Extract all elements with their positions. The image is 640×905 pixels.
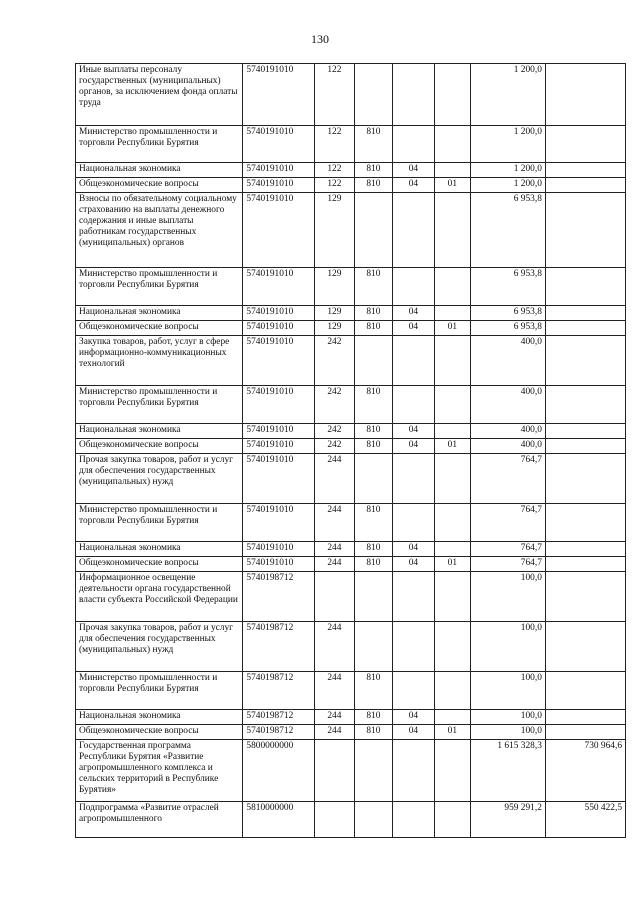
amount-year1-cell: 100,0 — [471, 622, 546, 672]
row-name-cell: Общеэкономические вопросы — [76, 321, 243, 336]
table-row — [76, 725, 626, 740]
table-row — [76, 306, 626, 321]
budget-table — [75, 63, 626, 838]
amount-year2-cell — [545, 193, 625, 268]
budget-manager-cell — [354, 572, 392, 622]
amount-year1-cell: 400,0 — [471, 439, 546, 454]
expense-type-cell: 122 — [315, 178, 355, 193]
target-article-cell: 5740191010 — [243, 126, 315, 163]
row-name-cell: Прочая закупка товаров, работ и услуг для обеспечения государственных (муниципальных) нужд — [76, 622, 243, 672]
section-cell: 04 — [393, 321, 435, 336]
amount-year2-cell — [545, 386, 625, 424]
page-number: 130 — [311, 32, 329, 46]
amount-year2-cell — [545, 163, 625, 178]
amount-year2-cell — [545, 454, 625, 504]
row-name-cell: Подпрограмма «Развитие отраслей агропромышленного — [76, 802, 243, 838]
table-row — [76, 672, 626, 710]
expense-type-cell: 122 — [315, 163, 355, 178]
row-name-cell: Национальная экономика — [76, 306, 243, 321]
budget-manager-cell: 810 — [354, 557, 392, 572]
table-row — [76, 454, 626, 504]
target-article-cell: 5740198712 — [243, 622, 315, 672]
amount-year1-cell: 764,7 — [471, 454, 546, 504]
section-cell: 04 — [393, 710, 435, 725]
section-cell: 04 — [393, 725, 435, 740]
budget-manager-cell: 810 — [354, 321, 392, 336]
table-row — [76, 802, 626, 838]
subsection-cell — [434, 336, 470, 386]
table-row — [76, 424, 626, 439]
amount-year1-cell: 6 953,8 — [471, 193, 546, 268]
subsection-cell: 01 — [434, 439, 470, 454]
row-name-cell: Национальная экономика — [76, 163, 243, 178]
target-article-cell: 5810000000 — [243, 802, 315, 838]
table-row — [76, 439, 626, 454]
amount-year1-cell: 959 291,2 — [471, 802, 546, 838]
subsection-cell — [434, 386, 470, 424]
expense-type-cell: 129 — [315, 321, 355, 336]
amount-year1-cell: 1 200,0 — [471, 64, 546, 126]
budget-manager-cell — [354, 740, 392, 802]
amount-year2-cell — [545, 424, 625, 439]
table-row — [76, 622, 626, 672]
amount-year1-cell: 764,7 — [471, 557, 546, 572]
amount-year2-cell: 730 964,6 — [545, 740, 625, 802]
amount-year1-cell: 6 953,8 — [471, 321, 546, 336]
section-cell — [393, 126, 435, 163]
amount-year2-cell — [545, 336, 625, 386]
section-cell — [393, 802, 435, 838]
budget-manager-cell — [354, 454, 392, 504]
budget-manager-cell — [354, 802, 392, 838]
amount-year1-cell: 1 200,0 — [471, 163, 546, 178]
expense-type-cell: 244 — [315, 504, 355, 542]
amount-year1-cell: 100,0 — [471, 725, 546, 740]
table-row — [76, 336, 626, 386]
subsection-cell: 01 — [434, 725, 470, 740]
amount-year2-cell — [545, 439, 625, 454]
section-cell — [393, 572, 435, 622]
row-name-cell: Закупка товаров, работ, услуг в сфере информационно-коммуникационных технологий — [76, 336, 243, 386]
expense-type-cell: 129 — [315, 268, 355, 306]
section-cell — [393, 672, 435, 710]
budget-manager-cell: 810 — [354, 672, 392, 710]
amount-year1-cell: 400,0 — [471, 424, 546, 439]
target-article-cell: 5740191010 — [243, 557, 315, 572]
subsection-cell — [434, 802, 470, 838]
table-row — [76, 557, 626, 572]
subsection-cell — [434, 672, 470, 710]
budget-manager-cell: 810 — [354, 306, 392, 321]
expense-type-cell: 122 — [315, 126, 355, 163]
amount-year1-cell: 100,0 — [471, 572, 546, 622]
subsection-cell — [434, 710, 470, 725]
target-article-cell: 5740191010 — [243, 542, 315, 557]
target-article-cell: 5800000000 — [243, 740, 315, 802]
section-cell: 04 — [393, 542, 435, 557]
subsection-cell: 01 — [434, 178, 470, 193]
row-name-cell: Информационное освещение деятельности органа государственной власти субъекта Российской Федерации — [76, 572, 243, 622]
subsection-cell — [434, 126, 470, 163]
row-name-cell: Государственная программа Республики Бурятия «Развитие агропромышленного комплекса и сельских территорий в Республике Бурятия» — [76, 740, 243, 802]
budget-manager-cell: 810 — [354, 725, 392, 740]
amount-year2-cell — [545, 268, 625, 306]
budget-manager-cell — [354, 622, 392, 672]
amount-year2-cell — [545, 306, 625, 321]
budget-manager-cell: 810 — [354, 126, 392, 163]
target-article-cell: 5740198712 — [243, 725, 315, 740]
section-cell: 04 — [393, 557, 435, 572]
section-cell — [393, 504, 435, 542]
amount-year2-cell — [545, 557, 625, 572]
row-name-cell: Прочая закупка товаров, работ и услуг для обеспечения государственных (муниципальных) нужд — [76, 454, 243, 504]
table-row — [76, 178, 626, 193]
expense-type-cell: 244 — [315, 557, 355, 572]
target-article-cell: 5740191010 — [243, 336, 315, 386]
expense-type-cell — [315, 740, 355, 802]
subsection-cell — [434, 572, 470, 622]
budget-manager-cell — [354, 336, 392, 386]
subsection-cell — [434, 268, 470, 306]
budget-manager-cell: 810 — [354, 710, 392, 725]
table-row — [76, 64, 626, 126]
row-name-cell: Взносы по обязательному социальному страхованию на выплаты денежного содержания и иные выплаты работникам государственных (муниципальных) органов — [76, 193, 243, 268]
amount-year2-cell — [545, 725, 625, 740]
expense-type-cell: 244 — [315, 542, 355, 557]
row-name-cell: Национальная экономика — [76, 424, 243, 439]
subsection-cell — [434, 64, 470, 126]
target-article-cell: 5740198712 — [243, 572, 315, 622]
table-row — [76, 710, 626, 725]
target-article-cell: 5740191010 — [243, 321, 315, 336]
expense-type-cell: 242 — [315, 336, 355, 386]
table-row — [76, 126, 626, 163]
target-article-cell: 5740198712 — [243, 710, 315, 725]
subsection-cell — [434, 740, 470, 802]
expense-type-cell: 242 — [315, 386, 355, 424]
expense-type-cell — [315, 572, 355, 622]
row-name-cell: Общеэкономические вопросы — [76, 557, 243, 572]
amount-year2-cell — [545, 126, 625, 163]
subsection-cell — [434, 504, 470, 542]
section-cell — [393, 454, 435, 504]
amount-year2-cell — [545, 178, 625, 193]
amount-year1-cell: 764,7 — [471, 542, 546, 557]
table-body — [76, 64, 626, 838]
amount-year1-cell: 400,0 — [471, 386, 546, 424]
amount-year2-cell — [545, 710, 625, 725]
amount-year1-cell: 1 200,0 — [471, 178, 546, 193]
section-cell: 04 — [393, 163, 435, 178]
target-article-cell: 5740191010 — [243, 163, 315, 178]
amount-year2-cell — [545, 622, 625, 672]
amount-year2-cell — [545, 572, 625, 622]
target-article-cell: 5740191010 — [243, 64, 315, 126]
expense-type-cell: 244 — [315, 672, 355, 710]
row-name-cell: Министерство промышленности и торговли Республики Бурятия — [76, 126, 243, 163]
expense-type-cell: 242 — [315, 439, 355, 454]
row-name-cell: Министерство промышленности и торговли Республики Бурятия — [76, 268, 243, 306]
target-article-cell: 5740191010 — [243, 454, 315, 504]
expense-type-cell: 129 — [315, 306, 355, 321]
table-row — [76, 740, 626, 802]
expense-type-cell: 122 — [315, 64, 355, 126]
subsection-cell — [434, 454, 470, 504]
row-name-cell: Министерство промышленности и торговли Республики Бурятия — [76, 504, 243, 542]
subsection-cell: 01 — [434, 321, 470, 336]
table-row — [76, 268, 626, 306]
expense-type-cell — [315, 802, 355, 838]
row-name-cell: Общеэкономические вопросы — [76, 178, 243, 193]
section-cell — [393, 622, 435, 672]
subsection-cell — [434, 622, 470, 672]
table-row — [76, 542, 626, 557]
amount-year2-cell — [545, 504, 625, 542]
budget-manager-cell: 810 — [354, 439, 392, 454]
subsection-cell — [434, 542, 470, 557]
amount-year1-cell: 100,0 — [471, 672, 546, 710]
section-cell — [393, 268, 435, 306]
table-row — [76, 193, 626, 268]
section-cell — [393, 193, 435, 268]
row-name-cell: Министерство промышленности и торговли Республики Бурятия — [76, 672, 243, 710]
section-cell — [393, 336, 435, 386]
subsection-cell: 01 — [434, 557, 470, 572]
budget-manager-cell — [354, 193, 392, 268]
row-name-cell: Национальная экономика — [76, 542, 243, 557]
subsection-cell — [434, 424, 470, 439]
amount-year1-cell: 764,7 — [471, 504, 546, 542]
section-cell: 04 — [393, 439, 435, 454]
target-article-cell: 5740191010 — [243, 178, 315, 193]
target-article-cell: 5740191010 — [243, 193, 315, 268]
target-article-cell: 5740191010 — [243, 439, 315, 454]
amount-year2-cell: 550 422,5 — [545, 802, 625, 838]
expense-type-cell: 129 — [315, 193, 355, 268]
subsection-cell — [434, 306, 470, 321]
budget-manager-cell: 810 — [354, 504, 392, 542]
row-name-cell: Министерство промышленности и торговли Республики Бурятия — [76, 386, 243, 424]
subsection-cell — [434, 163, 470, 178]
amount-year1-cell: 6 953,8 — [471, 306, 546, 321]
budget-manager-cell: 810 — [354, 163, 392, 178]
section-cell — [393, 64, 435, 126]
table-row — [76, 572, 626, 622]
expense-type-cell: 244 — [315, 725, 355, 740]
table-row — [76, 321, 626, 336]
budget-manager-cell: 810 — [354, 386, 392, 424]
section-cell: 04 — [393, 424, 435, 439]
target-article-cell: 5740191010 — [243, 424, 315, 439]
amount-year1-cell: 1 615 328,3 — [471, 740, 546, 802]
target-article-cell: 5740191010 — [243, 386, 315, 424]
amount-year2-cell — [545, 542, 625, 557]
table-row — [76, 163, 626, 178]
section-cell — [393, 386, 435, 424]
table-row — [76, 504, 626, 542]
target-article-cell: 5740198712 — [243, 672, 315, 710]
target-article-cell: 5740191010 — [243, 504, 315, 542]
target-article-cell: 5740191010 — [243, 268, 315, 306]
amount-year2-cell — [545, 64, 625, 126]
amount-year1-cell: 400,0 — [471, 336, 546, 386]
amount-year1-cell: 100,0 — [471, 710, 546, 725]
expense-type-cell: 242 — [315, 424, 355, 439]
section-cell: 04 — [393, 306, 435, 321]
row-name-cell: Национальная экономика — [76, 710, 243, 725]
amount-year1-cell: 6 953,8 — [471, 268, 546, 306]
budget-manager-cell: 810 — [354, 268, 392, 306]
budget-manager-cell — [354, 64, 392, 126]
expense-type-cell: 244 — [315, 710, 355, 725]
row-name-cell: Общеэкономические вопросы — [76, 725, 243, 740]
budget-manager-cell: 810 — [354, 424, 392, 439]
expense-type-cell: 244 — [315, 622, 355, 672]
row-name-cell: Общеэкономические вопросы — [76, 439, 243, 454]
row-name-cell: Иные выплаты персоналу государственных (муниципальных) органов, за исключением фонда оплаты труда — [76, 64, 243, 126]
section-cell: 04 — [393, 178, 435, 193]
table-row — [76, 386, 626, 424]
budget-manager-cell: 810 — [354, 178, 392, 193]
budget-manager-cell: 810 — [354, 542, 392, 557]
section-cell — [393, 740, 435, 802]
subsection-cell — [434, 193, 470, 268]
expense-type-cell: 244 — [315, 454, 355, 504]
amount-year2-cell — [545, 321, 625, 336]
amount-year1-cell: 1 200,0 — [471, 126, 546, 163]
amount-year2-cell — [545, 672, 625, 710]
target-article-cell: 5740191010 — [243, 306, 315, 321]
